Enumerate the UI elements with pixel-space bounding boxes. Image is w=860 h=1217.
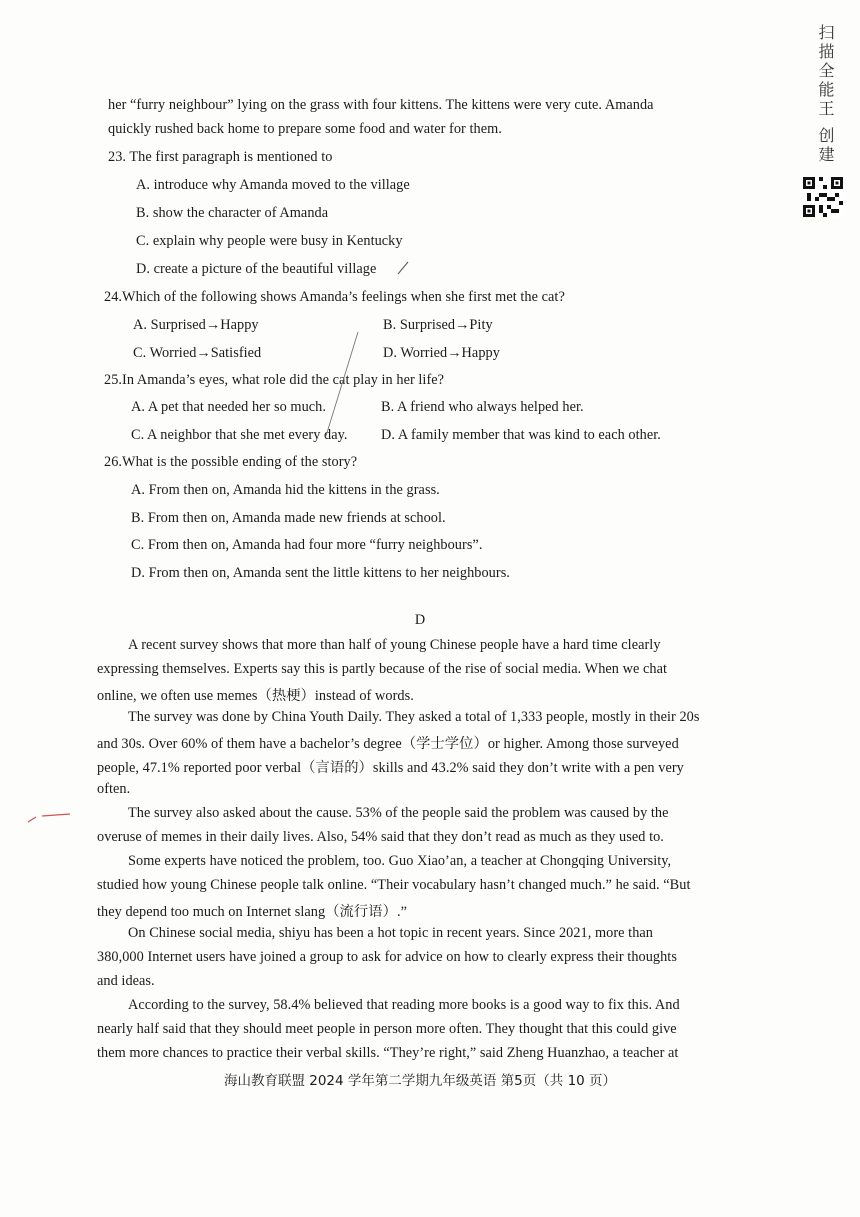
- question-26-option-b: B. From then on, Amanda made new friends at school.: [131, 510, 446, 526]
- question-25-option-b: B. A friend who always helped her.: [381, 399, 584, 415]
- question-24-option-b: B. Surprised→Pity: [383, 317, 493, 333]
- question-26-option-c: C. From then on, Amanda had four more “furry neighbours”.: [131, 537, 483, 553]
- passage-line: studied how young Chinese people talk online. “Their vocabulary hasn’t changed much.” he said. “But: [97, 877, 691, 893]
- passage-line: and 30s. Over 60% of them have a bachelor’s degree（学士学位）or higher. Among those surveyed: [97, 736, 679, 752]
- pen-mark-slash: [396, 260, 410, 276]
- passage-line: The survey was done by China Youth Daily. They asked a total of 1,333 people, mostly in their 20s: [128, 709, 700, 725]
- passage-line: overuse of memes in their daily lives. Also, 54% said that they don’t read as much as they used to.: [97, 829, 664, 845]
- question-24-option-c: C. Worried→Satisfied: [133, 345, 262, 361]
- passage-line: Some experts have noticed the problem, too. Guo Xiao’an, a teacher at Chongqing University,: [128, 853, 672, 869]
- passage-line: nearly half said that they should meet people in person more often. They thought that this could give: [97, 1021, 677, 1037]
- passage-line: On Chinese social media, shiyu has been a hot topic in recent years. Since 2021, more than: [128, 925, 654, 941]
- question-23-option-a: A. introduce why Amanda moved to the village: [136, 177, 410, 193]
- question-26-option-a: A. From then on, Amanda hid the kittens in the grass.: [131, 482, 440, 498]
- question-23-option-b: B. show the character of Amanda: [136, 205, 329, 221]
- passage-line: online, we often use memes（热梗）instead of words.: [97, 688, 414, 704]
- passage-line: expressing themselves. Experts say this is partly because of the rise of social media. When we chat: [97, 661, 668, 677]
- passage-line: they depend too much on Internet slang（流行语）.”: [97, 904, 407, 920]
- question-24-option-d: D. Worried→Happy: [383, 345, 500, 361]
- question-25-option-c: C. A neighbor that she met every day.: [131, 427, 348, 443]
- question-23-option-d: D. create a picture of the beautiful village: [136, 261, 377, 277]
- page-footer: 海山教育联盟 2024 学年第二学期九年级英语 第5页（共 10 页）: [223, 1073, 617, 1089]
- question-26-stem: 26.What is the possible ending of the story?: [104, 454, 358, 470]
- question-23-option-c: C. explain why people were busy in Kentucky: [136, 233, 403, 249]
- passage-line: quickly rushed back home to prepare some food and water for them.: [108, 121, 502, 137]
- pen-mark-tick: [26, 810, 74, 826]
- question-25-option-a: A. A pet that needed her so much.: [131, 399, 327, 415]
- qr-code-icon: [803, 177, 843, 217]
- passage-line: her “furry neighbour” lying on the grass with four kittens. The kittens were very cute. Amanda: [108, 97, 654, 113]
- pen-mark-slash: [322, 330, 362, 440]
- question-23-stem: 23. The first paragraph is mentioned to: [108, 149, 333, 165]
- question-24-stem: 24.Which of the following shows Amanda’s feelings when she first met the cat?: [104, 289, 565, 305]
- passage-line: them more chances to practice their verbal skills. “They’re right,” said Zheng Huanzhao, a teacher at: [97, 1045, 679, 1061]
- scanner-watermark: 扫描全能王 创建: [816, 24, 835, 166]
- passage-line: A recent survey shows that more than half of young Chinese people have a hard time clearly: [128, 637, 661, 653]
- question-25-option-d: D. A family member that was kind to each other.: [381, 427, 661, 443]
- passage-line: The survey also asked about the cause. 53% of the people said the problem was caused by the: [128, 805, 669, 821]
- passage-line: and ideas.: [97, 973, 155, 989]
- passage-line: people, 47.1% reported poor verbal（言语的）skills and 43.2% said they don’t write with a pen very: [97, 760, 684, 776]
- question-25-stem: 25.In Amanda’s eyes, what role did the cat play in her life?: [104, 372, 445, 388]
- passage-line: According to the survey, 58.4% believed that reading more books is a good way to fix this. And: [128, 997, 680, 1013]
- question-24-option-a: A. Surprised→Happy: [133, 317, 259, 333]
- passage-line: 380,000 Internet users have joined a group to ask for advice on how to clearly express their thoughts: [97, 949, 677, 965]
- section-heading-d: D: [414, 612, 426, 628]
- question-26-option-d: D. From then on, Amanda sent the little kittens to her neighbours.: [131, 565, 510, 581]
- passage-line: often.: [97, 781, 131, 797]
